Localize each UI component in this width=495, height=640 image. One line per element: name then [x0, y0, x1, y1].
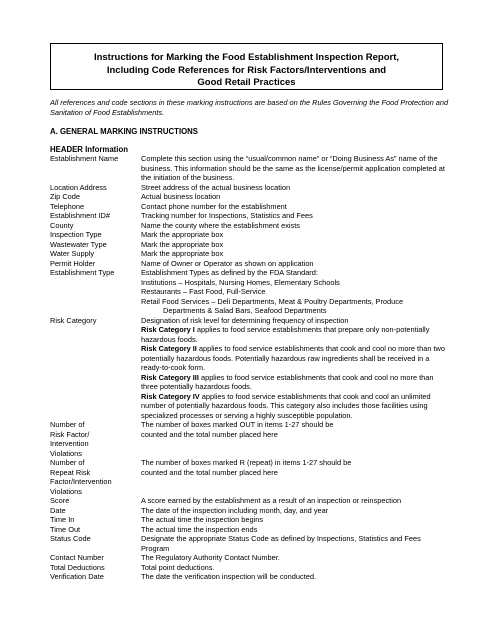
risk-category-4	[141, 392, 450, 421]
risk-category-text: applies to food service establishments that cook and cool an unlimited number of potentially hazardous foods. This category also includes those facilities using specialized processes or serving a highly susceptible population.	[141, 391, 431, 420]
field-description: Tracking number for Inspections, Statistics and Fees	[141, 211, 313, 220]
field-label: Telephone	[50, 201, 85, 211]
field-description: The actual time the inspection begins	[141, 515, 264, 524]
field-label: Status Code	[50, 534, 91, 543]
desc-line: counted and the total number placed here	[141, 429, 278, 439]
field-label: Total Deductions	[50, 562, 105, 572]
table-row	[50, 458, 450, 496]
field-description	[141, 316, 450, 421]
intro-paragraph: All references and code sections in these marking instructions are based on the Rules Governing the Food Protection and Sanitation of Food Establishments.	[50, 98, 449, 117]
field-description: The date of the inspection including month, day, and year	[141, 505, 329, 515]
section-heading: A. GENERAL MARKING INSTRUCTIONS	[50, 127, 198, 136]
table-row	[50, 553, 450, 563]
table-row	[50, 268, 450, 316]
field-description: Total point deductions.	[141, 562, 215, 572]
field-label: Risk Category	[50, 315, 97, 325]
field-description: Actual business location	[141, 192, 221, 201]
field-description: Name of Owner or Operator as shown on application	[141, 258, 314, 268]
field-label: Contact Number	[50, 553, 104, 562]
table-row	[50, 192, 450, 202]
field-label	[50, 420, 141, 458]
table-row	[50, 221, 450, 231]
table-row	[50, 211, 450, 221]
table-row	[50, 506, 450, 516]
field-label: Score	[50, 496, 70, 505]
title-line-2: Including Code References for Risk Factors/Interventions and	[106, 64, 387, 76]
table-row	[50, 525, 450, 535]
risk-category-label: Risk Category II	[141, 344, 197, 353]
field-description: Mark the appropriate box	[141, 230, 224, 239]
label-line: Violations	[50, 448, 82, 458]
est-type-line: Departments & Salad Bars, Seafood Departments	[163, 306, 327, 315]
field-label: Establishment ID#	[50, 211, 110, 220]
risk-category-text: applies to food service establishments that cook and cool no more than three potentially hazardous foods.	[141, 372, 434, 391]
field-label: Water Supply	[50, 249, 95, 258]
field-label	[50, 458, 141, 496]
est-type-line: Institutions – Hospitals, Nursing Homes, Elementary Schools	[141, 277, 340, 287]
risk-category-3	[141, 373, 450, 392]
field-label: Inspection Type	[50, 230, 102, 239]
field-description: Street address of the actual business location	[141, 182, 291, 192]
label-line: Number of	[50, 420, 85, 429]
desc-line: The number of boxes marked R (repeat) in items 1-27 should be	[141, 458, 352, 467]
field-description: Complete this section using the “usual/common name” or “Doing Business As” name of the business. This information should be the same as the license/permit application completed at the initiation of the business.	[141, 154, 445, 182]
field-label: Location Address	[50, 182, 107, 192]
table-row	[50, 515, 450, 525]
table-row	[50, 534, 450, 553]
field-description: The actual time the inspection ends	[141, 524, 258, 534]
field-description: Designate the appropriate Status Code as defined by Inspections, Statistics and Fees Program	[141, 534, 421, 553]
desc-line: counted and the total number placed here	[141, 467, 278, 477]
label-line: Violations	[50, 486, 82, 496]
header-info-heading: HEADER Information	[50, 145, 128, 154]
risk-category-text: applies to food service establishments that prepare only non-potentially hazardous foods.	[141, 325, 430, 344]
field-description	[141, 458, 450, 496]
field-description: Mark the appropriate box	[141, 239, 224, 249]
field-description: The Regulatory Authority Contact Number.	[141, 553, 280, 562]
table-row	[50, 249, 450, 259]
risk-category-1	[141, 325, 450, 344]
label-line: Number of	[50, 458, 85, 467]
table-row	[50, 154, 450, 183]
table-row	[50, 202, 450, 212]
label-line: Intervention	[50, 439, 89, 448]
desc-line: The number of boxes marked OUT in items 1-27 should be	[141, 420, 334, 429]
risk-category-label: Risk Category IV	[141, 391, 200, 401]
field-label: Establishment Name	[50, 154, 119, 163]
field-description: A score earned by the establishment as a result of an inspection or reinspection	[141, 496, 402, 505]
risk-category-label: Risk Category I	[141, 325, 195, 334]
field-description	[141, 268, 450, 316]
title-line-1: Instructions for Marking the Food Establishment Inspection Report,	[93, 52, 400, 63]
table-row	[50, 420, 450, 458]
label-line: Repeat Risk	[50, 467, 91, 477]
table-row	[50, 259, 450, 269]
field-description: The date the verification inspection will be conducted.	[141, 572, 317, 581]
field-description: Contact phone number for the establishment	[141, 201, 287, 211]
field-label: Date	[50, 505, 66, 515]
field-description	[141, 420, 450, 458]
risk-intro: Designation of risk level for determining frequency of inspection	[141, 315, 349, 325]
field-label: Zip Code	[50, 192, 80, 201]
risk-category-text: applies to food service establishments that cook and cool no more than two potentially hazardous foods. Potentially hazardous raw ingredients shall be received in a ready-to-cook form.	[141, 344, 445, 372]
field-description: Name the county where the establishment exists	[141, 220, 300, 230]
field-label: County	[50, 220, 74, 230]
table-row	[50, 183, 450, 193]
field-label: Wastewater Type	[50, 239, 107, 249]
table-row	[50, 496, 450, 506]
title-line-3: Good Retail Practices	[197, 77, 296, 88]
risk-category-2	[141, 344, 450, 373]
label-line: Factor/Intervention	[50, 477, 112, 486]
document-title-box	[50, 43, 443, 90]
label-line: Risk Factor/	[50, 429, 90, 439]
table-row	[50, 240, 450, 250]
field-label: Time Out	[50, 524, 81, 534]
field-label: Establishment Type	[50, 268, 115, 277]
header-fields-table	[50, 154, 450, 582]
field-label: Permit Holder	[50, 258, 96, 268]
table-row	[50, 572, 450, 582]
table-row	[50, 563, 450, 573]
field-description: Mark the appropriate box	[141, 249, 224, 258]
field-label: Verification Date	[50, 572, 104, 581]
est-type-line: Retail Food Services – Deli Departments, Meat & Poultry Departments, Produce	[141, 296, 404, 306]
est-type-line: Establishment Types as defined by the FDA Standard:	[141, 268, 318, 277]
est-type-line: Restaurants – Fast Food, Full-Service	[141, 287, 266, 296]
table-row	[50, 230, 450, 240]
field-label: Time In	[50, 515, 75, 524]
risk-category-label: Risk Category III	[141, 372, 199, 382]
table-row	[50, 316, 450, 421]
